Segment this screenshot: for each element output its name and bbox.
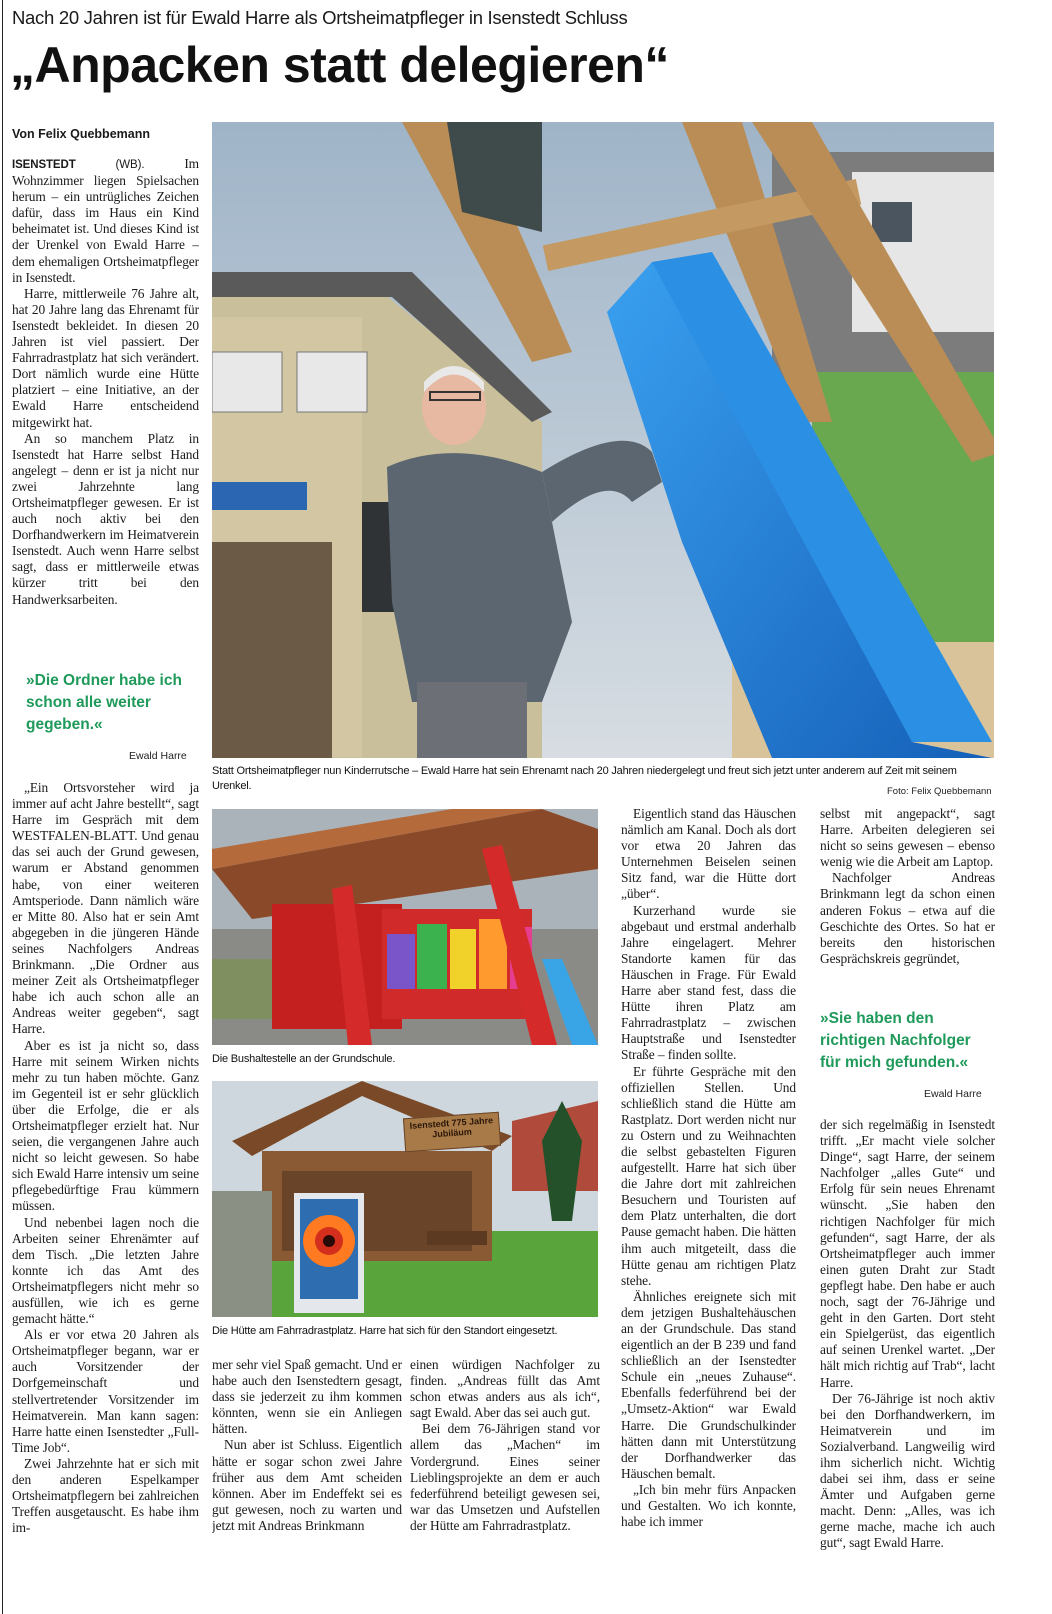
main-photo-credit: Foto: Felix Quebbemann <box>887 786 992 797</box>
column-5-top <box>820 806 995 1002</box>
pull-quote-2: »Sie haben den richtigen Nachfolger für mich gefunden.« <box>820 1010 971 1071</box>
column-2 <box>212 1357 402 1614</box>
paragraph: Der 76-Jährige ist noch aktiv bei den Dorfhandwerkern, im Heimatverein und im Sozialverband. Langweilig wird ihm sicherlich nicht. Wichtig dabei sei ihm, dass er seine Ämter und Aufgaben gerne macht. Denn: „Alles, was ich gerne mache, mache ich auch gut“, sagt Ewald Harre. <box>820 1390 995 1551</box>
paragraph: der sich regelmäßig in Isenstedt trifft. „Er macht viele solcher Dinge“, sagt Harre, der seinem Nachfolger „alles Gute“ und Erfolg für sein neues Ehrenamt wünscht. „Sie haben den richtigen Nachfolger für mich gefunden“, sagt Harre, der als Ortsheimatpfleger auch immer einen guten Draht zur Stadt gepflegt habe. Den habe er auch noch, sagt der 76-Jährige und geht in den Garten. Dort steht ein Spielgerüst, das eigentlich auf seinen Urenkel wartet. „Der hält mich richtig auf Trab“, lacht Harre. <box>820 1117 995 1390</box>
paragraph: Nun aber ist Schluss. Eigentlich hätte er sogar schon zwei Jahre früher aus dem Amt scheiden können. Aber im Endeffekt sei es gut gewesen, noch zu warten und jetzt mit Andreas Brinkmann <box>212 1437 402 1533</box>
paragraph: An so manchem Platz in Isenstedt hat Harre selbst Hand angelegt – denn er ist ja nicht nur zwei Jahrzehnte lang Ortsheimatpfleger gewesen. Er ist auch noch aktiv bei den Dorfhandwerkern im Heimatverein Isenstedt. Auch wenn Harre selbst sagt, dass er mittlerweile etwas kürzer tritt bei den Handwerksarbeiten. <box>12 430 199 607</box>
hut-caption: Die Hütte am Fahrradrastplatz. Harre hat sich für den Standort eingesetzt. <box>212 1325 558 1337</box>
main-photo-caption: Statt Ortsheimatpfleger nun Kinderrutsche – Ewald Harre hat sein Ehrenamt nach 20 Jahren niedergelegt und freut sich jetzt unter anderem auf Zeit mit seinem Urenkel. <box>212 765 957 792</box>
paragraph: Eigentlich stand das Häuschen nämlich am Kanal. Doch als dort vor etwa 20 Jahren das Unternehmen Beiselen seinen Sitz fand, war die Hütte dort „über“. <box>621 806 796 902</box>
paragraph: Kurzerhand wurde sie abgebaut und erstmal anderhalb Jahre eingelagert. Mehrer Standorte kamen für das Häuschen in Frage. Für Ewald Harre aber stand fest, dass die Hütte ihren Platz am Fahrradrastplatz – zwischen Hauptstraße und Isenstedter Straße – finden sollte. <box>621 902 796 1063</box>
paragraph: „Ein Ortsvorsteher wird ja immer auf acht Jahre bestellt“, sagt Harre im Gespräch mit dem WESTFALEN-BLATT. Und genau das sei auch der Grund gewesen, warum er Abstand genommen habe, von einer weiteren Amtsperiode. Dann nämlich wäre er Mitte 80. Also hat er sein Amt abgegeben in die jüngeren Hände seines Nachfolgers Andreas Brinkmann. „Die Ordner aus meiner Zeit als Ortsheimatpfleger habe ich auch schon alle an Andreas weiter gegeben“, sagt Harre. <box>12 780 199 1037</box>
pull-quote-2-author: Ewald Harre <box>924 1088 982 1100</box>
paragraph: mer sehr viel Spaß gemacht. Und er habe auch den Isenstedtern gesagt, dass sie jederzeit zu ihm kommen könnten, wenn sie ein Anliegen hätten. <box>212 1357 402 1437</box>
paragraph: „Ich bin mehr fürs Anpacken und Gestalten. Wo ich konnte, habe ich immer <box>621 1481 796 1530</box>
hut-illustration <box>212 1081 598 1317</box>
pull-quote-1-author: Ewald Harre <box>129 750 187 762</box>
paragraph: Ähnliches ereignete sich mit dem jetzigen Bushaltehäuschen an der Grundschule. Das stand eigentlich an der B 239 und fand schließlich an der Isenstedter Schule ein „neues Zuhause“. Ebenfalls federführend bei der „Umsetz-Aktion“ war Ewald Harre. Die Grundschulkinder hätten dann mit Unterstützung der Dorfhandwerker das Häuschen bemalt. <box>621 1288 796 1481</box>
article-kicker: Nach 20 Jahren ist für Ewald Harre als Ortsheimatpfleger in Isenstedt Schluss <box>12 7 628 28</box>
hut-photo <box>212 1081 598 1317</box>
article-headline: „Anpacken statt delegieren“ <box>10 37 669 93</box>
left-border-rule <box>2 0 3 1614</box>
column-1-top <box>12 156 199 662</box>
bus-stop-illustration <box>212 809 598 1045</box>
dateline-source: (WB). <box>115 159 145 171</box>
paragraph: Er führte Gespräche mit den offiziellen Stellen. Und schließlich stand die Hütte am Rastplatz. Dort werden nicht nur zu Ostern und zu Weihnachten die selbst gebastelten Figuren aufgestellt. Harre hat sich über die Jahre dort mit zahlreichen Besuchern und Touristen auf dem Platz unterhalten, die dort Pause gemacht haben. Die hätten ihm auch mitgeteilt, dass die Hütte genau am richtigen Platz stehe. <box>621 1063 796 1288</box>
paragraph: Nachfolger Andreas Brinkmann legt da schon einen anderen Fokus – etwa auf die Geschichte des Ortes. So hat er bereits den historischen Gesprächskreis gegründet, <box>820 870 995 966</box>
hut-sign-text: Isenstedt 775 Jahre Jubiläum <box>403 1112 501 1153</box>
paragraph-text: Im Wohnzimmer liegen Spielsachen herum – ein untrügliches Zeichen dafür, dass im Haus ein Kind beheimatet ist. Und dieses Kind ist der Urenkel von Ewald Harre – dem ehemaligen Ortsheimatpfleger in Isenstedt. <box>12 156 199 285</box>
column-5-bottom <box>820 1117 995 1614</box>
paragraph <box>12 156 199 286</box>
article-byline: Von Felix Quebbemann <box>12 127 150 141</box>
dateline-place: ISENSTEDT <box>12 159 76 171</box>
paragraph: Zwei Jahrzehnte hat er sich mit den anderen Espelkamper Ortsheimatpflegern bei zahlreichen Treffen ausgetauscht. Es habe ihm im- <box>12 1455 199 1536</box>
main-photo-harre-slide <box>212 122 994 758</box>
paragraph: Harre, mittlerweile 76 Jahre alt, hat 20 Jahre lang das Ehrenamt für Isenstedt bekleidet. In diesen 20 Jahren ist viel passiert. Der Fahrradrastplatz hat sich verändert. Dort nämlich wurde eine Hütte platziert – eine Initiative, an der Ewald Harre entscheidend mitgewirkt hat. <box>12 285 199 430</box>
paragraph: Aber es ist ja nicht so, dass Harre mit seinem Wirken nichts mehr zu tun haben möchte. Ganz im Gegenteil ist er sehr glücklich über die Erfolge, die er als Ortsheimatpfleger erzielt hat. Nur seien, die vergangenen Jahre auch nicht so leicht gewesen. So habe sich Ewald Harre intensiv um seine pflegebedürftige Frau kümmern müssen. <box>12 1037 199 1214</box>
bus-stop-caption: Die Bushaltestelle an der Grundschule. <box>212 1053 396 1065</box>
column-4 <box>621 806 796 1614</box>
column-1-bottom <box>12 780 199 1614</box>
paragraph: Bei dem 76-Jährigen stand vor allem das „Machen“ im Vordergrund. Eines seiner Lieblingsprojekte an dem er auch federführend beteiligt gewesen sei, war das Umsetzen und Aufstellen der Hütte am Fahrradrastplatz. <box>410 1421 600 1533</box>
paragraph: Und nebenbei lagen noch die Arbeiten seiner Ehrenämter auf dem Tisch. „Die letzten Jahre konnte ich das Amt des Ortsheimatpflegers nicht mehr so ausfüllen, wie ich es gerne gemacht hätte.“ <box>12 1214 199 1327</box>
paragraph: einen würdigen Nachfolger zu finden. „Andreas füllt das Amt schon etwas anders aus als ich“, sagt Ewald. Aber das sei auch gut. <box>410 1357 600 1421</box>
pull-quote-1: »Die Ordner habe ich schon alle weiter gegeben.« <box>26 672 182 733</box>
column-3 <box>410 1357 600 1614</box>
main-photo-illustration <box>212 122 994 758</box>
bus-stop-photo <box>212 809 598 1045</box>
paragraph: selbst mit angepackt“, sagt Harre. Arbeiten delegieren sei nicht so seins gewesen – ebenso wenig wie die Arbeit am Laptop. <box>820 806 995 870</box>
paragraph: Als er vor etwa 20 Jahren als Ortsheimatpfleger begann, war er auch Vorsitzender der Dorfgemeinschaft und stellvertretender Vorsitzender im Heimatverein. Man kann sagen: Harre hatte einen Isenstedter „Full-Time Job“. <box>12 1327 199 1455</box>
